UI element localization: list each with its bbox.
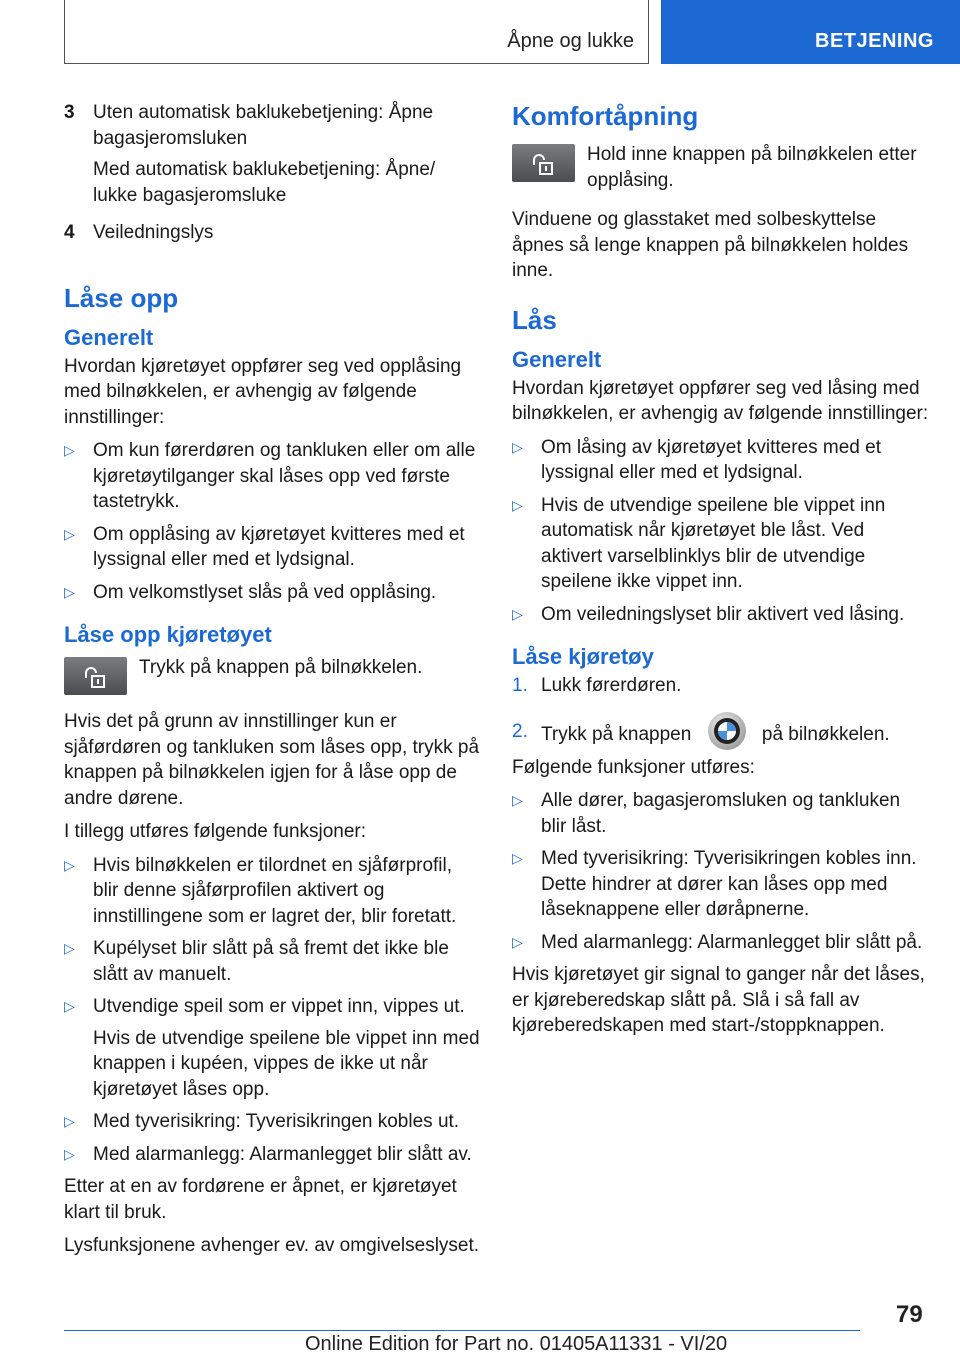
list-item: ▷ Med alarmanlegg: Alarmanlegget blir slått av. (64, 1142, 482, 1168)
function-bullets (512, 788, 930, 955)
list-item: ▷ Om velkomstlyset slås på ved opplåsing. (64, 580, 482, 606)
list-item (64, 994, 482, 1102)
paragraph: Hvis kjøretøyet gir signal to ganger når det låses, er kjøreberedskap slått på. Slå i så fall av kjøreberedskapen med start-/stoppknappen. (512, 964, 925, 1036)
paragraph: Etter at en av fordørene er åpnet, er kjøretøyet klart til bruk. (64, 1176, 457, 1223)
list-item: ▷ Om låsing av kjøretøyet kvitteres med et lyssignal eller med et lydsignal. (512, 435, 930, 486)
step-text: Trykk på knappen (541, 723, 692, 745)
list-item: ▷ Alle dører, bagasjeromsluken og tankluken blir låst. (512, 788, 930, 839)
triangle-bullet-icon: ▷ (64, 583, 75, 600)
header-section-box (64, 0, 649, 64)
triangle-bullet-icon: ▷ (64, 525, 75, 542)
functions-intro: Følgende funksjoner utføres: (512, 756, 755, 778)
list-item: ▷ Hvis bilnøkkelen er tilordnet en sjåførprofil, blir denne sjåførprofilen aktivert og innstillingene som er lagret der, blir foretatt. (64, 853, 482, 930)
footer-edition: Online Edition for Part no. 01405A11331 - VI/20 (305, 1333, 728, 1355)
triangle-bullet-icon: ▷ (64, 1145, 75, 1162)
general-text: Hvordan kjøretøyet oppfører seg ved opplåsing med bilnøkkelen, er avhengig av følgende innstillinger: (64, 355, 462, 428)
list-item: ▷ Om veiledningslyset blir aktivert ved låsing. (512, 602, 930, 628)
item-number: 4 (64, 222, 75, 243)
bullet-text: Utvendige speil som er vippet inn, vippes ut. (93, 996, 465, 1017)
triangle-bullet-icon: ▷ (64, 442, 75, 458)
bullet-extra-text: Hvis de utvendige speilene ble vippet inn med knappen i kupéen, vippes de ikke ut når kjøretøyet låses opp. (93, 1027, 480, 1100)
list-item: ▷ Med tyverisikring: Tyverisikringen kobles ut. (64, 1109, 482, 1135)
triangle-bullet-icon: ▷ (512, 496, 523, 513)
right-column (512, 100, 930, 1047)
unlock-button-icon (64, 657, 127, 695)
header-chapter-tab (661, 0, 960, 64)
page-number: 79 (896, 1301, 923, 1328)
item-text: Veiledningslys (93, 222, 214, 243)
triangle-bullet-icon: ▷ (64, 940, 75, 956)
list-item: ▷ Hvis de utvendige speilene ble vippet inn automatisk når kjøretøyet ble låst. Ved aktivert varselblinklys blir de utvendige speilene ikke vippet inn. (512, 493, 930, 595)
left-column (64, 100, 482, 1267)
step-item (512, 719, 930, 751)
paragraph: Hvis det på grunn av innstillinger kun er sjåførdøren og tankluken som låses opp, trykk på knappen på bilnøkkelen igjen for å låse opp de andre dørene. (64, 711, 480, 809)
unlock-button-row (64, 655, 482, 695)
general-bullets (512, 435, 930, 628)
bmw-logo-button-icon (707, 711, 747, 751)
heading-general: Generelt (512, 346, 602, 372)
heading-comfort-opening: Komfortåpning (512, 101, 699, 131)
general-bullets (64, 438, 482, 605)
paragraph: Vinduene og glasstaket med solbeskyttelse åpnes så lenge knappen på bilnøkkelen holdes inne. (512, 209, 909, 281)
paragraph: Lysfunksjonene avhenger ev. av omgivelseslyset. (64, 1235, 480, 1256)
header-section-title: Åpne og lukke (507, 30, 634, 52)
triangle-bullet-icon: ▷ (512, 792, 523, 808)
triangle-bullet-icon: ▷ (64, 856, 75, 873)
paragraph: I tillegg utføres følgende funksjoner: (64, 821, 367, 842)
heading-unlock-vehicle: Låse opp kjøretøyet (64, 622, 272, 647)
comfort-button-row (512, 142, 930, 193)
header-chapter-title: BETJENING (815, 30, 934, 52)
heading-general: Generelt (64, 324, 154, 350)
footer-divider (64, 1330, 860, 1331)
numbered-item (64, 220, 482, 252)
triangle-bullet-icon: ▷ (512, 850, 523, 866)
unlock-button-icon (512, 144, 575, 182)
step-number: 1. (512, 675, 528, 696)
comfort-button-text: Hold inne knappen på bilnøkkelen etter opplåsing. (587, 144, 917, 191)
step-number: 2. (512, 720, 528, 742)
list-item: ▷ Om opplåsing av kjøretøyet kvitteres med et lyssignal eller med et lydsignal. (64, 522, 482, 573)
general-text: Hvordan kjøretøyet oppfører seg ved låsing med bilnøkkelen, er avhengig av følgende innstillinger: (512, 377, 929, 424)
step-item (512, 673, 930, 699)
triangle-bullet-icon: ▷ (64, 1113, 75, 1129)
triangle-bullet-icon: ▷ (512, 438, 523, 455)
triangle-bullet-icon: ▷ (512, 933, 523, 950)
triangle-bullet-icon: ▷ (512, 605, 523, 622)
list-item: ▷ Med tyverisikring: Tyverisikringen kobles inn. Dette hindrer at dører kan låses opp med låseknappene eller døråpnerne. (512, 846, 930, 923)
step-text: Lukk førerdøren. (541, 675, 682, 696)
heading-unlock: Låse opp (64, 282, 179, 313)
list-item: ▷ Om kun førerdøren og tankluken eller om alle kjøretøytilganger skal låses opp ved første tastetrykk. (64, 438, 482, 515)
item-text: Med automatisk baklukebetjening: Åpne/ lukke bagasjeromsluke (93, 159, 436, 206)
list-item: ▷ Med alarmanlegg: Alarmanlegget blir slått på. (512, 930, 930, 956)
step-text-after: på bilnøkkelen. (761, 723, 890, 745)
heading-lock: Lås (512, 304, 557, 335)
item-text: Uten automatisk baklukebetjening: Åpne bagasjeromsluken (93, 102, 434, 149)
item-number: 3 (64, 102, 75, 123)
function-bullets (64, 853, 482, 1168)
heading-lock-vehicle: Låse kjøretøy (512, 644, 654, 669)
unlock-button-text: Trykk på knappen på bilnøkkelen. (139, 657, 423, 678)
list-item: ▷ Kupélyset blir slått på så fremt det ikke ble slått av manuelt. (64, 936, 482, 987)
triangle-bullet-icon: ▷ (64, 998, 75, 1014)
numbered-item (64, 100, 482, 214)
